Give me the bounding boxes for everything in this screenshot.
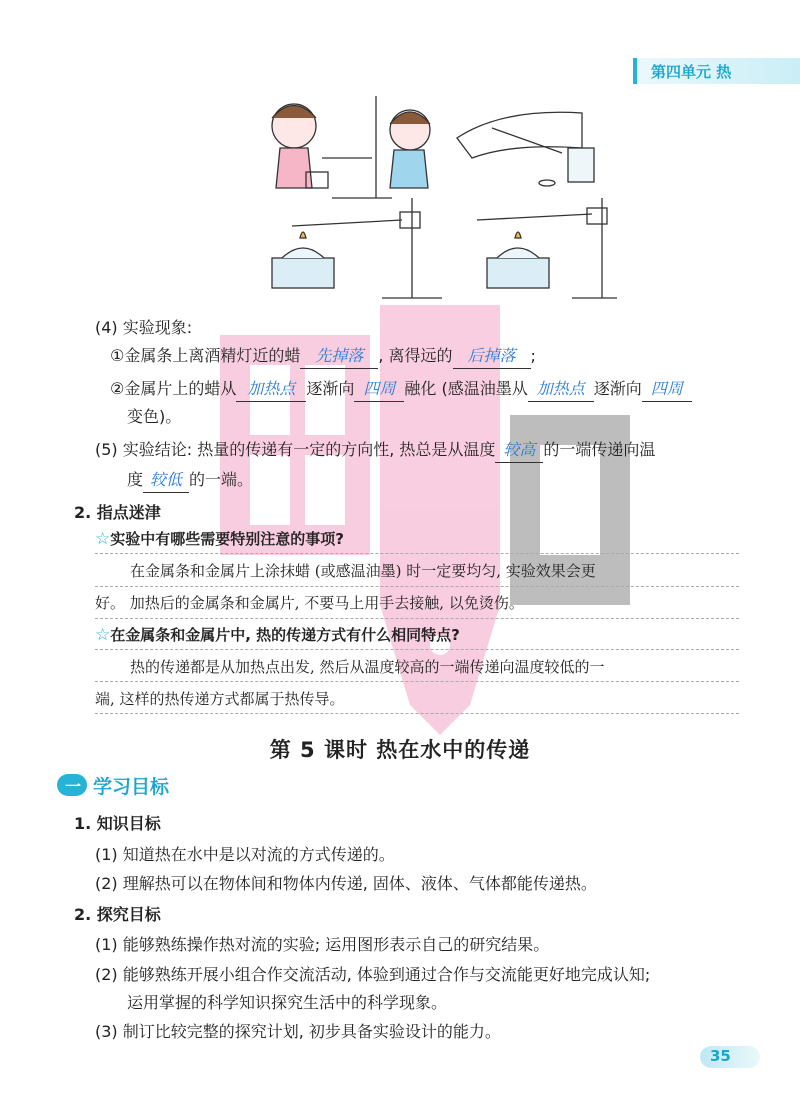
divider [95,649,739,650]
observation-1 [110,344,536,369]
section-badge [57,774,87,796]
explore-goal-2-line-2: 运用掌握的科学知识探究生活中的科学现象。 [127,993,448,1012]
answer-blank: 较高 [495,438,543,463]
unit-title: 第四单元 热 [651,63,732,81]
answer-blank: 四周 [642,377,692,402]
hint-question-text: 在金属条和金属片中, 热的传递方式有什么相同特点? [110,626,460,644]
page-number-text: 35 [710,1047,731,1065]
knowledge-goal-2: (2) 理解热可以在物体间和物体内传递, 固体、液体、气体都能传递热。 [95,874,597,893]
obs2-mid2: 融化 (感温油墨从 [404,379,528,398]
lesson-title: 第 5 课时 热在水中的传递 [269,738,531,762]
observation-2 [110,377,692,402]
hint-question-1 [95,528,344,549]
obs1-text: ①金属条上离酒精灯近的蜡 [110,346,301,365]
obs1-mid: , 离得远的 [378,346,453,365]
obs1-end: ; [530,346,536,365]
observation-2-end: 变色)。 [127,407,182,426]
divider [95,553,739,554]
hint-answer-2-line-1: 热的传递都是从加热点出发, 然后从温度较高的一端传递向温度较低的一 [130,658,605,676]
obs2-mid1: 逐渐向 [306,379,355,398]
experiment-illustration [262,88,617,306]
answer-blank: 加热点 [528,377,594,402]
hint-answer-2-line-2: 端, 这样的热传递方式都属于热传导。 [95,690,345,708]
hint-answer-1-line-1: 在金属条和金属片上涂抹蜡 (或感温油墨) 时一定要均匀, 实验效果会更 [130,562,596,580]
conclusion-line2-pre: 度 [127,470,144,489]
obs2-mid3: 逐渐向 [593,379,642,398]
explore-goal-3: (3) 制订比较完整的探究计划, 初步具备实验设计的能力。 [95,1022,501,1041]
unit-header-tab [633,58,800,84]
answer-blank: 加热点 [236,377,306,402]
goals-title: 学习目标 [93,776,170,798]
knowledge-goal-1: (1) 知道热在水中是以对流的方式传递的。 [95,845,395,864]
conclusion-line-1 [95,438,655,463]
conclusion-mid: 的一端传递向温 [543,440,656,459]
obs2-text: ②金属片上的蜡从 [110,379,237,398]
conclusion-line-2 [127,468,253,493]
explore-goal-1: (1) 能够熟练操作热对流的实验; 运用图形表示自己的研究结果。 [95,935,550,954]
divider [95,586,739,587]
knowledge-title: 1. 知识目标 [74,814,161,833]
hints-title: 2. 指点迷津 [74,503,161,522]
answer-blank: 较低 [143,468,189,493]
conclusion-text: (5) 实验结论: 热量的传递有一定的方向性, 热总是从温度 [95,440,496,459]
hint-question-2 [95,624,460,645]
divider [95,681,739,682]
divider [95,618,739,619]
explore-goal-2-line-1: (2) 能够熟练开展小组合作交流活动, 体验到通过合作与交流能更好地完成认知; [95,965,651,984]
conclusion-end: 的一端。 [189,470,254,489]
star-icon: ☆ [95,625,111,645]
observation-title: (4) 实验现象: [95,318,193,337]
answer-blank: 先掉落 [300,344,378,369]
explore-title: 2. 探究目标 [74,905,161,924]
divider [95,713,739,714]
answer-blank: 四周 [354,377,404,402]
answer-blank: 后掉落 [453,344,531,369]
section-badge-text: 一 [65,777,82,796]
hint-answer-1-line-2: 好。 加热后的金属条和金属片, 不要马上用手去接触, 以免烫伤。 [95,594,524,612]
star-icon: ☆ [95,529,111,549]
hint-question-text: 实验中有哪些需要特别注意的事项? [110,530,344,548]
page-number [700,1046,760,1068]
